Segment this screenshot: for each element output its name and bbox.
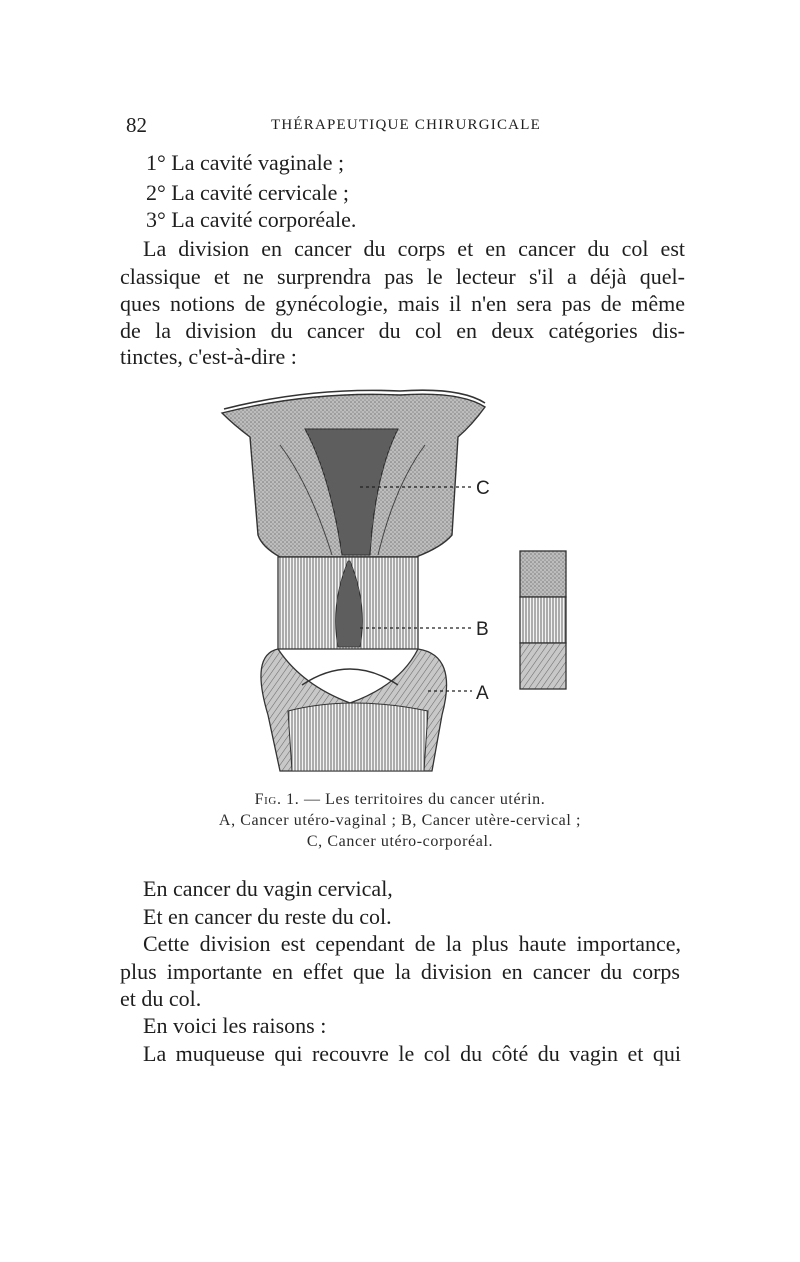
paragraph-line: ques notions de gynécologie, mais il n'en sera pas de même bbox=[120, 291, 685, 316]
paragraph-line: La muqueuse qui recouvre le col du côté du vagin et qui bbox=[143, 1041, 681, 1066]
figure-caption-line: C, Cancer utéro-corporéal. bbox=[306, 833, 494, 850]
running-title: THÉRAPEUTIQUE CHIRURGICALE bbox=[271, 117, 541, 133]
paragraph-line: Et en cancer du reste du col. bbox=[143, 904, 392, 929]
figure-caption-line: A, Cancer utéro-vaginal ; B, Cancer utère-cervical ; bbox=[218, 812, 582, 829]
paragraph-line: En cancer du vagin cervical, bbox=[143, 876, 393, 901]
page-number: 82 bbox=[126, 113, 147, 137]
paragraph-line: tinctes, c'est-à-dire : bbox=[120, 344, 297, 369]
list-item: 3° La cavité corporéale. bbox=[146, 207, 357, 232]
paragraph-line: La division en cancer du corps et en cancer du col est bbox=[143, 236, 685, 261]
figure-caption bbox=[160, 789, 640, 811]
paragraph-line: de la division du cancer du col en deux catégories dis- bbox=[120, 318, 685, 343]
paragraph-line: plus importante en effet que la division en cancer du corps bbox=[120, 959, 680, 984]
paragraph-line: classique et ne surprendra pas le lecteur s'il a déjà quel- bbox=[120, 264, 685, 289]
uterus-figure bbox=[210, 385, 610, 785]
territory-legend bbox=[520, 551, 566, 689]
figure-number: Fig. 1. bbox=[254, 791, 300, 808]
paragraph-line: Cette division est cependant de la plus haute importance, bbox=[143, 931, 681, 956]
label-a: A bbox=[476, 683, 489, 704]
figure-title: — Les territoires du cancer utérin. bbox=[303, 791, 546, 808]
uterus-illustration bbox=[210, 385, 610, 785]
label-b: B bbox=[476, 619, 489, 640]
paragraph-line: et du col. bbox=[120, 986, 202, 1011]
label-c: C bbox=[476, 478, 490, 499]
list-item: 2° La cavité cervicale ; bbox=[146, 180, 350, 205]
paragraph-line: En voici les raisons : bbox=[143, 1013, 327, 1038]
list-item: 1° La cavité vaginale ; bbox=[146, 150, 345, 175]
page-header bbox=[126, 113, 686, 137]
